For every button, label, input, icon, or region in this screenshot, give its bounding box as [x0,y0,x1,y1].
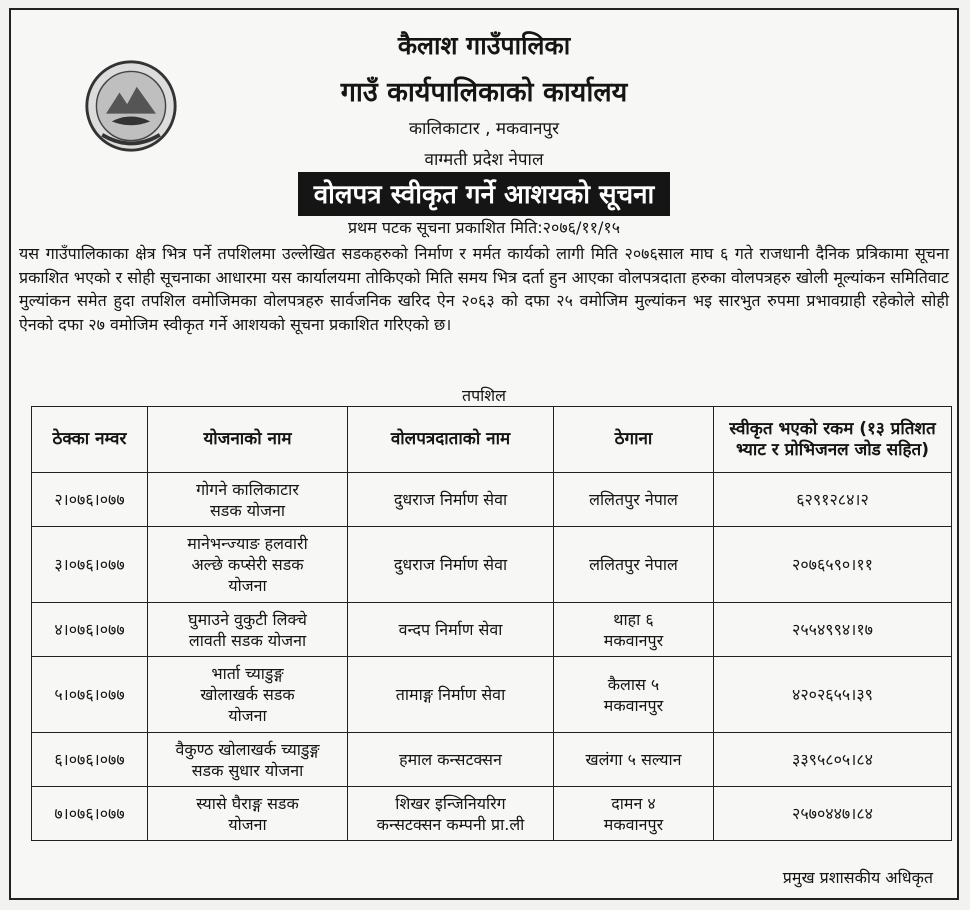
header-approved-amount: स्वीकृत भएको रकम (१३ प्रतिशत भ्याट र प्रोभिजनल जोड सहित) [714,407,952,473]
table-header-row [32,407,952,473]
table-row [32,527,952,603]
header-project-name: योजनाको नाम [148,407,348,473]
header-bidder-name: वोलपत्रदाताको नाम [348,407,554,473]
bidder-name: हमाल कन्सटक्सन [348,733,554,787]
bidder-name: दुधराज निर्माण सेवा [348,527,554,603]
contract-no: २।०७६।०७७ [32,473,148,527]
contract-no: ६।०७६।०७७ [32,733,148,787]
approved-amount: ६२९१२८४।२ [714,473,952,527]
project-name: घुमाउने वुकुटी लिक्चे लावती सडक योजना [148,603,348,657]
publication-date: प्रथम पटक सूचना प्रकाशित मिति:२०७६/११/१५ [347,218,621,237]
project-name: वैकुण्ठ खोलाखर्क च्याडुङ्ग सडक सुधार योजना [148,733,348,787]
contract-no: ७।०७६।०७७ [32,787,148,841]
approved-amount: २०७६५९०।११ [714,527,952,603]
header-contract-no: ठेक्का नम्वर [32,407,148,473]
contract-no: ४।०७६।०७७ [32,603,148,657]
table-row [32,603,952,657]
office-name: गाउँ कार्यपालिकाको कार्यालय [340,77,628,108]
signatory: प्रमुख प्रशासकीय अधिकृत [782,868,933,887]
notice-page [9,8,959,900]
approved-amount: २५५४९९४।१७ [714,603,952,657]
bidder-address: खलंगा ५ सल्यान [554,733,714,787]
bidder-address: कैलास ५ मकवानपुर [554,657,714,733]
office-address: कालिकाटार , मकवानपुर [408,119,560,139]
approved-amount: २५७०४४७।८४ [714,787,952,841]
contract-no: ३।०७६।०७७ [32,527,148,603]
table-row [32,787,952,841]
table-row [32,473,952,527]
table-row [32,657,952,733]
bidder-name: वन्दप निर्माण सेवा [348,603,554,657]
project-name: भार्ता च्याडुङ्ग खोलाखर्क सडक योजना [148,657,348,733]
contract-no: ५।०७६।०७७ [32,657,148,733]
notice-title: वोलपत्र स्वीकृत गर्ने आशयको सूचना [298,172,671,216]
bidder-address: दामन ४ मकवानपुर [554,787,714,841]
details-label: तपशिल [461,386,507,405]
province-name: वाग्मती प्रदेश नेपाल [424,150,544,170]
notice-body: यस गाउँपालिकाका क्षेत्र भित्र पर्ने तपशिलमा उल्लेखित सडकहरुको निर्माण र मर्मत कार्यको लागी मिति २०७६साल माघ ६ गते राजधानी दैनिक प्रत्रिकामा सूचना प्रकाशित भएको र सोही सूचनाका आधारमा यस कार्यालयमा तोकिएको मिति समय भित्र दर्ता हुन आएका वोलपत्रदाता हरुका वोलपत्रहरु खोली मूल्यांकन समितिवाट मुल्यांकन समेत हुदा तपशिल वमोजिमका वोलपत्रहरु सार्वजनिक खरिद ऐन २०६३ को दफा २५ वमोजिम मुल्यांकन भइ सारभुत रुपमा प्रभावग्राही रहेकोले सोही ऐनको दफा २७ वमोजिम स्वीकृत गर्ने आशयको सूचना प्रकाशित गरिएको छ। [19,244,949,334]
approved-amount: ३३९५८०५।८४ [714,733,952,787]
approved-amount: ४२०२६५५।३९ [714,657,952,733]
project-name: गोगने कालिकाटार सडक योजना [148,473,348,527]
bidder-name: तामाङ्ग निर्माण सेवा [348,657,554,733]
bidder-address: थाहा ६ मकवानपुर [554,603,714,657]
approved-bids-table [31,406,952,841]
bidder-name: शिखर इन्जिनियरिग कन्सटक्सन कम्पनी प्रा.ली [348,787,554,841]
bidder-address: ललितपुर नेपाल [554,527,714,603]
bidder-name: दुधराज निर्माण सेवा [348,473,554,527]
project-name: स्यासे घैराङ्ग सडक योजना [148,787,348,841]
project-name: मानेभन्ज्याङ हलवारी अल्छे कप्सेरी सडक योजना [148,527,348,603]
header-address: ठेगाना [554,407,714,473]
table-row [32,733,952,787]
org-name: कैलाश गाउँपालिका [397,31,571,60]
bidder-address: ललितपुर नेपाल [554,473,714,527]
